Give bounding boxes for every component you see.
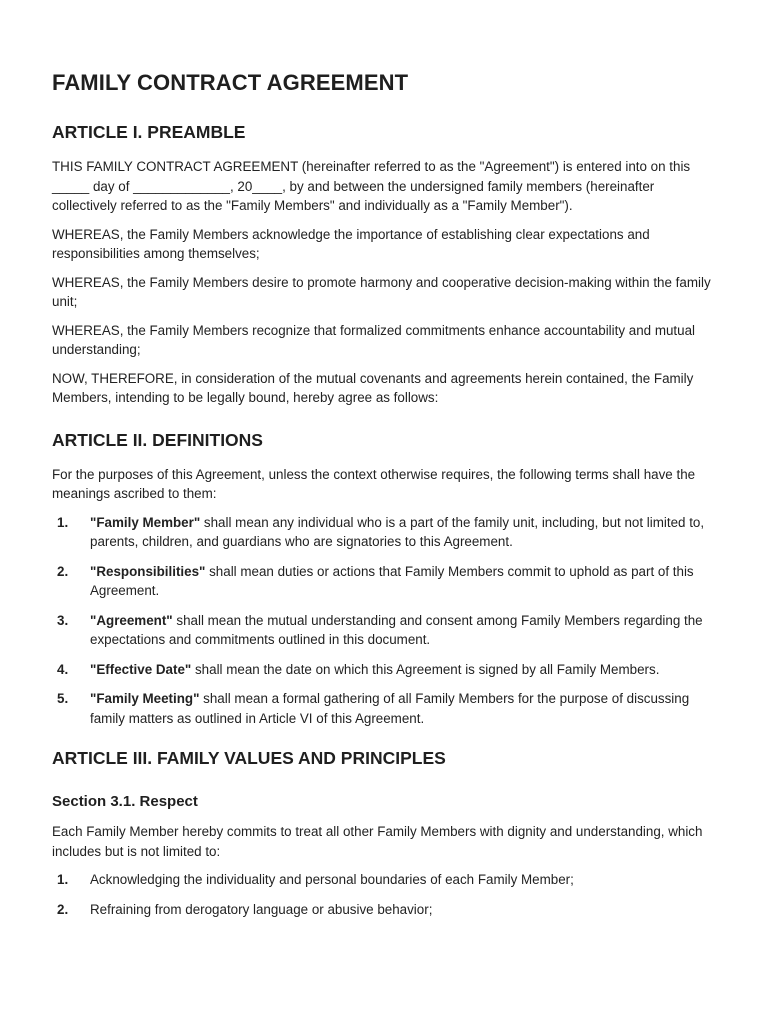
article-2-heading: ARTICLE II. DEFINITIONS bbox=[52, 429, 263, 450]
list-number: 1. bbox=[57, 514, 69, 530]
definition-term: "Agreement" bbox=[90, 612, 173, 628]
whereas-paragraph-3: WHEREAS, the Family Members recognize that formalized commitments enhance accountability and mutual understanding; bbox=[52, 322, 696, 357]
definitions-list bbox=[52, 513, 718, 729]
definition-item bbox=[52, 513, 718, 552]
list-item-text: Acknowledging the individuality and personal boundaries of each Family Member; bbox=[90, 872, 574, 887]
list-number: 5. bbox=[57, 691, 69, 706]
definition-text: shall mean the mutual understanding and consent among Family Members regarding the expectations and commitments outlined in this document. bbox=[90, 612, 703, 647]
definition-text: shall mean duties or actions that Family Members commit to uphold as part of this Agreement. bbox=[90, 563, 694, 598]
list-item bbox=[52, 900, 718, 920]
article-definitions bbox=[52, 430, 718, 729]
definition-text: shall mean any individual who is a part of the family unit, including, but not limited to, parents, children, and guardians who are signatories to this Agreement. bbox=[90, 514, 705, 549]
whereas-paragraph-1: WHEREAS, the Family Members acknowledge the importance of establishing clear expectations and responsibilities among themselves; bbox=[52, 226, 650, 261]
respect-intro: Each Family Member hereby commits to treat all other Family Members with dignity and understanding, which includes but is not limited to: bbox=[52, 824, 703, 859]
definition-item bbox=[52, 660, 718, 680]
whereas-paragraph-2: WHEREAS, the Family Members desire to promote harmony and cooperative decision-making within the family unit; bbox=[52, 274, 711, 309]
list-number: 1. bbox=[57, 872, 69, 887]
section-3-1-heading: Section 3.1. Respect bbox=[52, 793, 198, 810]
now-therefore-paragraph: NOW, THEREFORE, in consideration of the mutual covenants and agreements herein contained, the Family Members, intending to be legally bound, hereby agree as follows: bbox=[52, 370, 694, 405]
definition-text: shall mean the date on which this Agreement is signed by all Family Members. bbox=[191, 661, 660, 677]
preamble-paragraph-1: THIS FAMILY CONTRACT AGREEMENT (hereinafter referred to as the "Agreement") is entered into on this _____ day of _____________, 20____, by and between the undersigned family members (hereinafter collectively referred to as the "Family Members" and individually as a "Family Member"). bbox=[52, 159, 691, 213]
article-1-heading: ARTICLE I. PREAMBLE bbox=[52, 122, 246, 142]
respect-list bbox=[52, 870, 718, 919]
list-item bbox=[52, 870, 718, 890]
definition-term: "Responsibilities" bbox=[90, 563, 206, 579]
article-3-heading: ARTICLE III. FAMILY VALUES AND PRINCIPLES bbox=[52, 748, 446, 768]
definition-term: "Family Member" bbox=[90, 514, 201, 530]
document-title: FAMILY CONTRACT AGREEMENT bbox=[52, 70, 409, 95]
article-family-values bbox=[52, 748, 718, 919]
definition-item bbox=[52, 611, 718, 650]
article-preamble bbox=[52, 122, 718, 408]
definition-text: shall mean a formal gathering of all Family Members for the purpose of discussing family matters as outlined in Article VI of this Agreement. bbox=[90, 691, 690, 726]
list-number: 2. bbox=[57, 563, 69, 579]
definition-item bbox=[52, 562, 718, 601]
list-number: 3. bbox=[57, 612, 69, 628]
definition-term: "Family Meeting" bbox=[90, 691, 200, 706]
definitions-intro: For the purposes of this Agreement, unless the context otherwise requires, the following terms shall have the meanings ascribed to them: bbox=[52, 466, 696, 501]
definition-term: "Effective Date" bbox=[90, 661, 192, 677]
list-number: 4. bbox=[57, 661, 69, 677]
list-item-text: Refraining from derogatory language or abusive behavior; bbox=[90, 901, 433, 917]
definition-item bbox=[52, 689, 718, 728]
list-number: 2. bbox=[57, 901, 69, 917]
